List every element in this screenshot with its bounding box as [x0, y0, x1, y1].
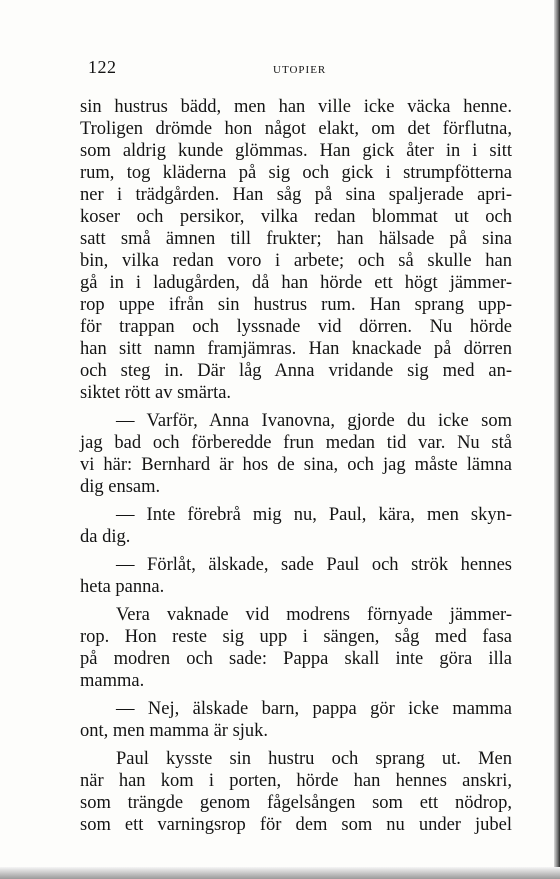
text-line: rop uppe ifrån sin hustrus rum. Han sprang upp-: [80, 295, 512, 315]
text-line: gå in i ladugården, då han hörde ett högt jämmer-: [80, 273, 512, 293]
text-line: han sitt namn framjämras. Han knackade på dörren: [80, 339, 512, 359]
text-line: jag bad och förberedde frun medan tid var. Nu stå: [80, 433, 512, 453]
running-head: UTOPIER: [273, 64, 327, 76]
text-line: heta panna.: [80, 577, 165, 597]
text-line: och steg in. Där låg Anna vridande sig med an-: [80, 361, 512, 381]
text-line: — Nej, älskade barn, pappa gör icke mamma: [116, 699, 512, 719]
text-line: vi här: Bernhard är hos de sina, och jag måste lämna: [80, 455, 512, 475]
text-line: — Förlåt, älskade, sade Paul och strök hennes: [116, 555, 512, 575]
paragraph: [80, 698, 512, 742]
text-line: dig ensam.: [80, 477, 161, 497]
page-number: 122: [88, 57, 117, 77]
text-line: som trängde genom fågelsången som ett nödrop,: [80, 793, 512, 813]
text-line: för trappan och lyssnade vid dörren. Nu hörde: [80, 317, 512, 337]
text-line: koser och persikor, vilka redan blommat ut och: [80, 207, 512, 227]
text-line: bin, vilka redan voro i arbete; och så skulle han: [80, 251, 512, 271]
text-line: Troligen drömde hon något elakt, om det förflutna,: [80, 119, 512, 139]
text-line: mamma.: [80, 671, 145, 691]
text-line: ont, men mamma är sjuk.: [80, 721, 269, 741]
text-line: på modren och sade: Pappa skall inte göra illa: [80, 649, 512, 669]
text-line: när han kom i porten, hörde han hennes anskri,: [80, 771, 512, 791]
text-line: som aldrig kunde glömmas. Han gick åter in i sitt: [80, 141, 512, 161]
text-line: ner i trädgården. Han såg på sina spaljerade apri-: [80, 185, 512, 205]
text-line: rop. Hon reste sig upp i sängen, såg med fasa: [80, 627, 512, 647]
paragraph: [80, 604, 512, 692]
body-text: [80, 96, 512, 836]
paragraph: [80, 96, 512, 404]
text-line: sin hustrus bädd, men han ville icke väcka henne.: [80, 97, 512, 117]
paragraph: [80, 554, 512, 598]
paragraph: [80, 504, 512, 548]
text-line: — Inte förebrå mig nu, Paul, kära, men skyn-: [116, 505, 512, 525]
text-line: rum, tog kläderna på sig och gick i strumpfötterna: [80, 163, 512, 183]
text-line: som ett varningsrop för dem som nu under jubel: [80, 815, 512, 835]
text-line: — Varför, Anna Ivanovna, gjorde du icke som: [116, 411, 512, 431]
paragraph: [80, 410, 512, 498]
text-line: satt små ämnen till frukter; han hälsade på sina: [80, 229, 512, 249]
text-line: Vera vaknade vid modrens förnyade jämmer-: [116, 605, 512, 625]
page-bottom-edge: [0, 867, 560, 879]
page-edge-shadow: [554, 0, 560, 879]
text-line: da dig.: [80, 527, 131, 547]
paragraph: [80, 748, 512, 836]
text-line: Paul kysste sin hustru och sprang ut. Men: [116, 749, 512, 769]
text-line: siktet rött av smärta.: [80, 383, 232, 403]
